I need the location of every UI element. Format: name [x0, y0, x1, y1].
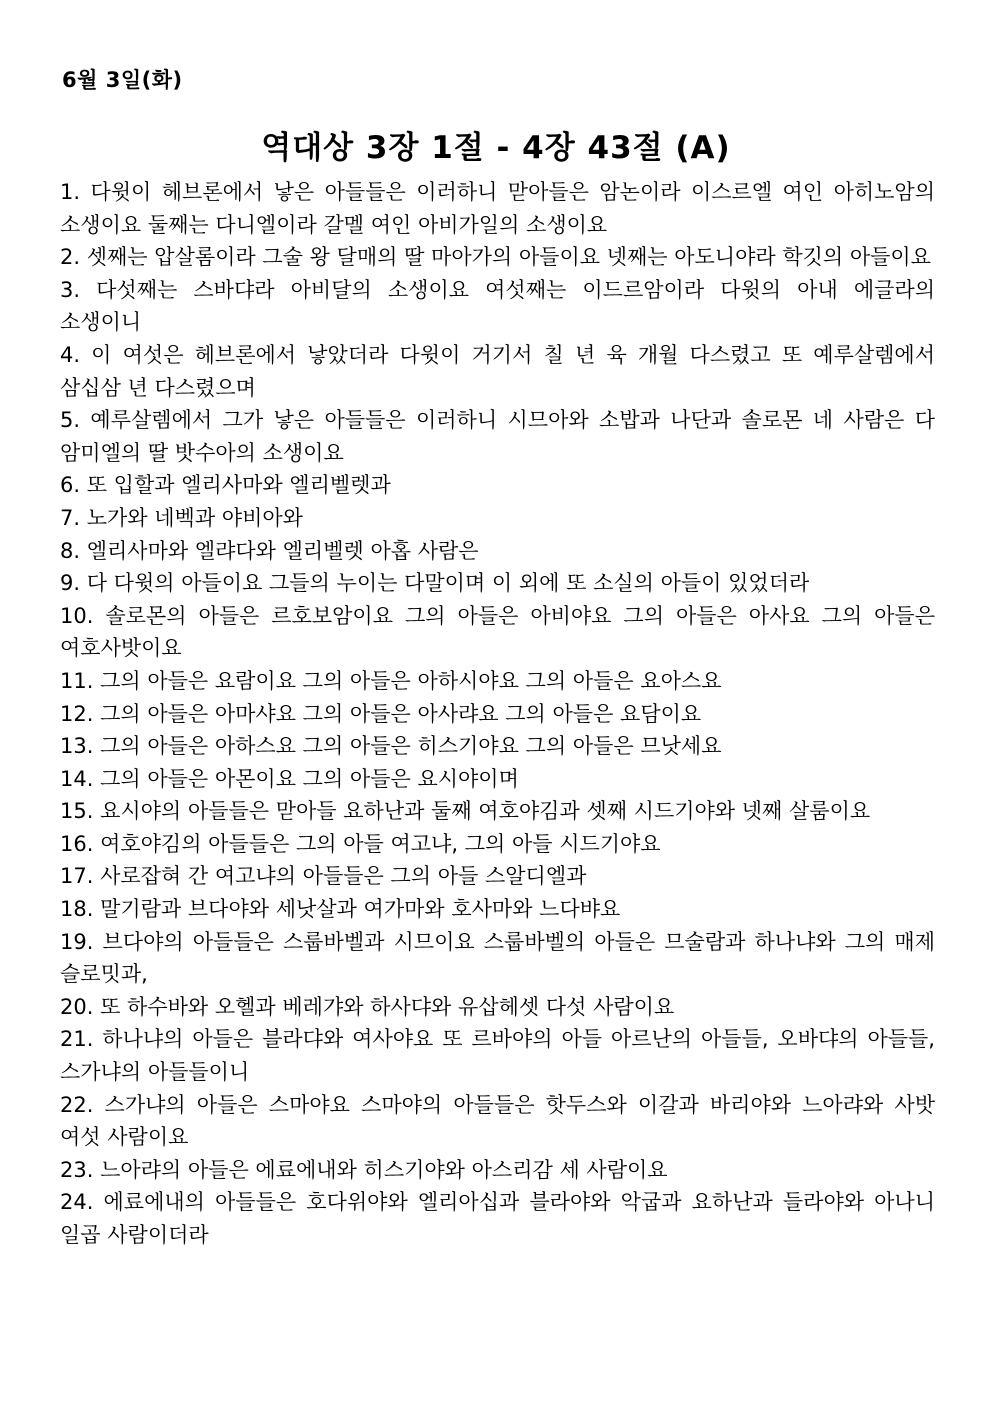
verse: 2. 셋째는 압살롬이라 그술 왕 달매의 딸 마아가의 아들이요 넷째는 아도니야라 학깃의 아들이요 [60, 245, 932, 270]
verse: 5. 예루살렘에서 그가 낳은 아들들은 이러하니 시므아와 소밥과 나단과 솔로몬 네 사람은 다 암미엘의 딸 밧수아의 소생이요 [60, 408, 935, 465]
verse: 18. 말기람과 브다야와 세낫살과 여가마와 호사마와 느다뱌요 [60, 897, 621, 922]
page-title: 역대상 3장 1절 - 4장 43절 (A) [261, 130, 731, 166]
verse: 13. 그의 아들은 아하스요 그의 아들은 히스기야요 그의 아들은 므낫세요 [60, 734, 722, 759]
verse: 24. 에료에내의 아들들은 호다위야와 엘리아십과 블라야와 악굽과 요하난과 들라야와 아나니 일곱 사람이더라 [60, 1190, 935, 1247]
verse: 9. 다 다윗의 아들이요 그들의 누이는 다말이며 이 외에 또 소실의 아들이 있었더라 [60, 571, 810, 596]
verse: 10. 솔로몬의 아들은 르호보암이요 그의 아들은 아비야요 그의 아들은 아사요 그의 아들은 여호사밧이요 [60, 603, 935, 661]
verse: 14. 그의 아들은 아몬이요 그의 아들은 요시야이며 [60, 766, 519, 791]
verse: 4. 이 여섯은 헤브론에서 낳았더라 다윗이 거기서 칠 년 육 개월 다스렸고 또 예루살렘에서 삼십삼 년 다스렸으며 [60, 342, 935, 400]
verse: 6. 또 입할과 엘리사마와 엘리벨렛과 [60, 473, 391, 498]
verse: 22. 스가냐의 아들은 스마야요 스마야의 아들들은 핫두스와 이갈과 바리야와 느아랴와 사밧 여섯 사람이요 [60, 1092, 935, 1150]
verse: 12. 그의 아들은 아마샤요 그의 아들은 아사랴요 그의 아들은 요담이요 [60, 701, 702, 726]
verse: 17. 사로잡혀 간 여고냐의 아들들은 그의 아들 스알디엘과 [60, 864, 587, 889]
verse: 1. 다윗이 헤브론에서 낳은 아들들은 이러하니 맏아들은 암논이라 이스르엘 여인 아히노암의 소생이요 둘째는 다니엘이라 갈멜 여인 아비가일의 소생이요 [60, 180, 935, 237]
verse: 20. 또 하수바와 오헬과 베레갸와 하사댜와 유삽헤셋 다섯 사람이요 [60, 994, 675, 1019]
date-label: 6월 3일(화) [62, 68, 183, 92]
verse: 15. 요시야의 아들들은 맏아들 요하난과 둘째 여호야김과 셋째 시드기야와 넷째 살룸이요 [60, 799, 871, 824]
verse: 21. 하나냐의 아들은 블라댜와 여사야요 또 르바야의 아들 아르난의 아들들, 오바댜의 아들들, 스가냐의 아들들이니 [60, 1027, 935, 1085]
verse: 7. 노가와 네벡과 야비아와 [60, 505, 303, 530]
verse: 23. 느아랴의 아들은 에료에내와 히스기야와 아스리감 세 사람이요 [60, 1157, 668, 1182]
verse: 11. 그의 아들은 요람이요 그의 아들은 아하시야요 그의 아들은 요아스요 [60, 668, 722, 693]
verse: 16. 여호야김의 아들들은 그의 아들 여고냐, 그의 아들 시드기야요 [60, 831, 661, 856]
verse-list [60, 176, 935, 1252]
verse: 8. 엘리사마와 엘랴다와 엘리벨렛 아홉 사람은 [60, 538, 479, 563]
verse: 19. 브다야의 아들들은 스룹바벨과 시므이요 스룹바벨의 아들은 므술람과 하나냐와 그의 매제 슬로밋과, [60, 929, 935, 987]
verse: 3. 다섯째는 스바댜라 아비달의 소생이요 여섯째는 이드르암이라 다윗의 아내 에글라의 소생이니 [60, 277, 935, 335]
